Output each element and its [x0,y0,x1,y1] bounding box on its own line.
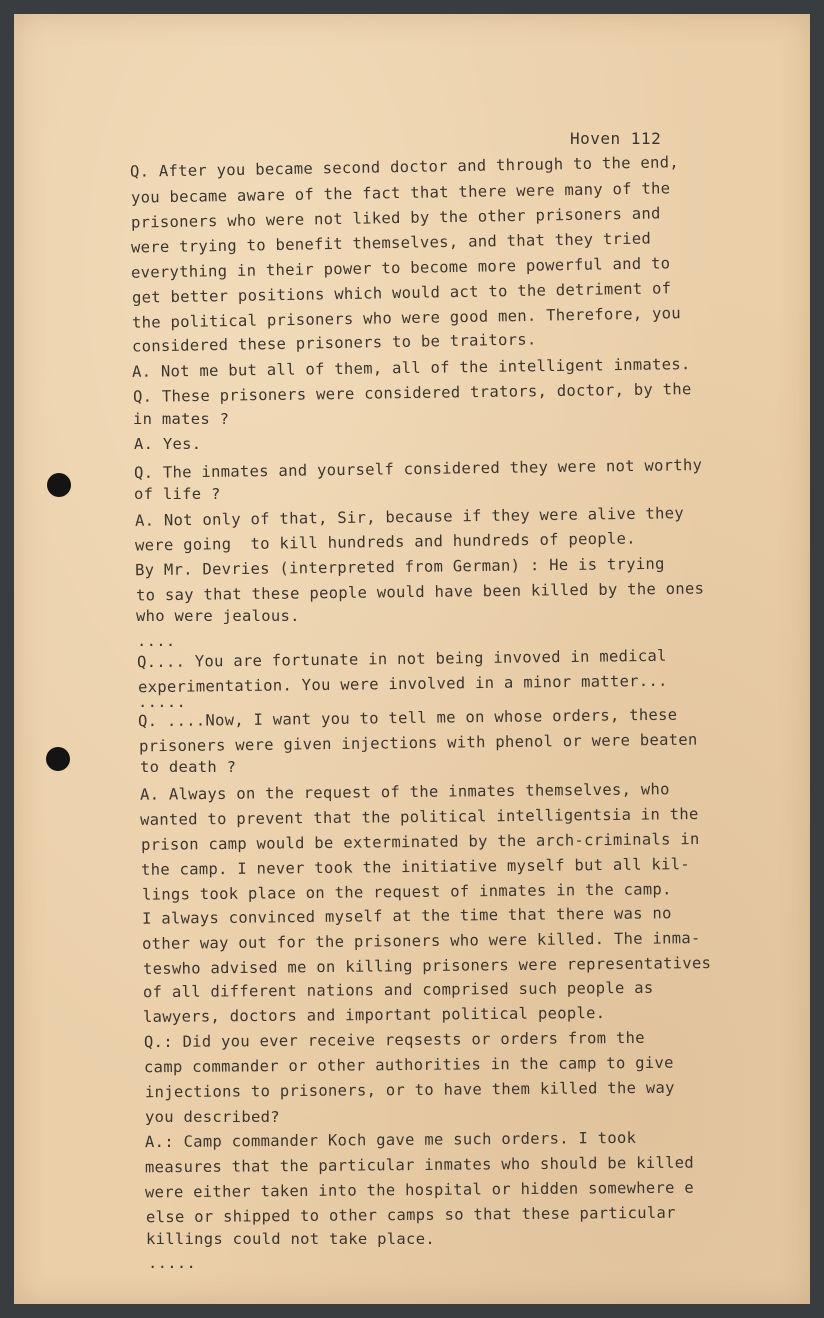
text-line: I always convinced myself at the time that there was no [141,904,672,928]
text-line: ..... [148,1254,197,1272]
text-line: teswho advised me on killing prisoners were representatives [142,954,712,978]
text-line: to death ? [140,758,237,776]
punch-hole [46,747,70,771]
text-line: else or shipped to other camps so that these particular [145,1203,676,1227]
punch-hole [47,473,71,497]
text-line: who were jealous. [136,607,300,625]
text-line: A. Yes. [134,435,202,453]
text-line: you became aware of the fact that there were many of the [130,179,671,207]
text-line: killings could not take place. [146,1230,435,1248]
text-line: measures that the particular inmates who should be killed [144,1153,695,1177]
text-line: you described? [145,1108,280,1126]
text-line: A. Not me but all of them, all of the intelligent inmates. [131,355,691,381]
text-line: Q. After you became second doctor and through to the end, [129,153,680,181]
text-line: the camp. I never took the initiative myself but all kil- [140,855,691,879]
text-line: prisoners who were not liked by the other prisoners and [130,204,661,232]
text-line: were either taken into the hospital or hidden somewhere e [144,1178,695,1202]
text-line: injections to prisoners, or to have them killed the way [144,1078,675,1102]
text-line: .... [137,632,176,650]
text-line: of all different nations and comprised such people as [142,978,654,1002]
text-line: ..... [138,693,187,711]
text-line: A. Not only of that, Sir, because if they were alive they [134,504,685,530]
text-line: experimentation. You were involved in a minor matter... [137,671,668,697]
text-line: were going to kill hundreds and hundreds of people. [134,529,636,555]
text-line: A. Always on the request of the inmates themselves, who [139,780,670,804]
text-line: other way out for the prisoners who were killed. The inma- [141,929,701,953]
text-line: everything in their power to become more powerful and to [130,254,671,282]
text-line: the political prisoners who were good men. Therefore, you [131,304,682,332]
text-line: lawyers, doctors and important political people. [142,1003,606,1027]
document-page [14,14,810,1304]
text-line: Q. The inmates and yourself considered they were not worthy [133,456,703,482]
text-line: camp commander or other authorities in the camp to give [143,1053,674,1077]
text-line: Q. ....Now, I want you to tell me on whose orders, these [137,705,678,731]
text-line: A.: Camp commander Koch gave me such orders. I took [144,1128,637,1152]
text-line: lings took place on the request of inmates in the camp. [141,880,672,904]
text-line: Q.: Did you ever receive reqsests or orders from the [143,1028,645,1052]
text-line: in mates ? [133,410,230,428]
text-line: to say that these people would have been killed by the ones [135,579,705,605]
page-header: Hoven 112 [570,129,662,148]
text-line: of life ? [134,485,221,503]
text-line: were trying to benefit themselves, and that they tried [130,229,652,257]
text-line: get better positions which would act to the detriment of [131,279,672,307]
text-line: considered these prisoners to be traitors. [131,330,537,356]
text-line: By Mr. Devries (interpreted from German) : He is trying [134,554,665,580]
text-line: Q.... You are fortunate in not being invoved in medical [136,646,667,672]
text-line: prisoners were given injections with phenol or were beaten [138,730,698,756]
text-line: prison camp would be exterminated by the arch-criminals in [140,830,700,854]
text-line: Q. These prisoners were considered trators, doctor, by the [132,380,692,406]
text-line: wanted to prevent that the political intelligentsia in the [139,805,699,829]
